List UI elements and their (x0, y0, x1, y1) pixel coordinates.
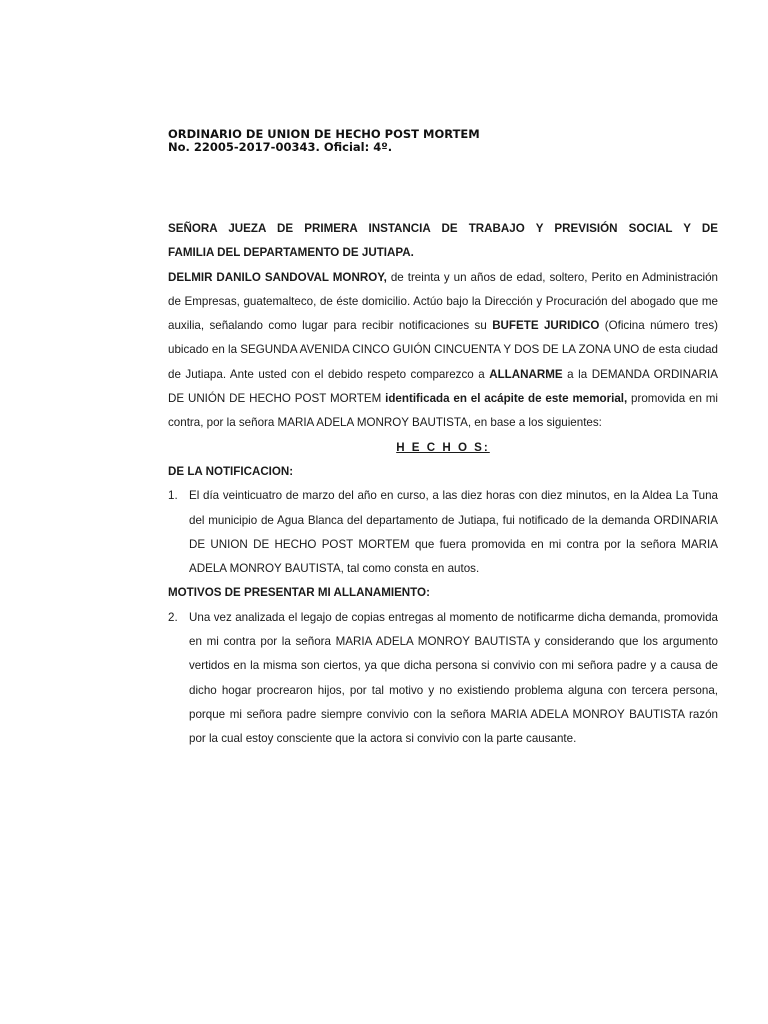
addressee-line-2: FAMILIA DEL DEPARTAMENTO DE JUTIAPA. (168, 246, 414, 260)
section-2-number: 2. (168, 610, 178, 624)
addressee-line-1: SEÑORA JUEZA DE PRIMERA INSTANCIA DE TRABAJO Y PREVISIÓN SOCIAL Y DE (168, 222, 718, 235)
petitioner-name: DELMIR DANILO SANDOVAL MONROY, (168, 270, 387, 284)
section-1-number: 1. (168, 489, 178, 503)
section-1-item (168, 484, 718, 581)
bufete-label: BUFETE JURIDICO (492, 319, 600, 333)
section-2-heading: MOTIVOS DE PRESENTAR MI ALLANAMIENTO: (168, 586, 430, 600)
section-2-item (168, 606, 718, 752)
hechos-heading (168, 436, 718, 460)
case-header (168, 128, 480, 154)
case-number: No. 22005-2017-00343. Oficial: 4º. (168, 140, 393, 154)
intro-text-4: promovida en mi contra, por la señora MARIA ADELA MONROY BAUTISTA, en base a los siguientes: (168, 392, 718, 430)
identificada-label: identificada en el acápite de este memorial, (385, 392, 628, 406)
intro-text-1: de treinta y un años de edad, soltero, Perito en Administración de Empresas, guatemalteco, de éste domicilio. Actúo bajo la Dirección y Procuración del abogado que me auxilia, señalando como lugar para recibir notificaciones su (168, 270, 719, 333)
allanarme-label: ALLANARME (489, 367, 563, 381)
document-body (168, 217, 718, 752)
section-2-text: Una vez analizada el legajo de copias entregas al momento de notificarme dicha demanda, promovida en mi contra por la señora MARIA ADELA MONROY BAUTISTA y considerando que los argumento vertidos en la misma son ciertos, ya que dicha persona si convivio con mi señora padre y a causa de dicho hogar procrearon hijos, por tal motivo y no existiendo problema alguna con tercera persona, porque mi señora padre siempre convivio con la señora MARIA ADELA MONROY BAUTISTA razón por la cual estoy consciente que la actora si convivio con la parte causante. (189, 610, 718, 746)
section-1-heading: DE LA NOTIFICACION: (168, 464, 294, 478)
case-title: ORDINARIO DE UNION DE HECHO POST MORTEM (168, 127, 480, 141)
hechos-title: H E C H O S: (396, 440, 490, 454)
intro-text-2: (Oficina número tres) ubicado en la SEGUNDA AVENIDA CINCO GUIÓN CINCUENTA Y DOS DE LA ZONA UNO de esta ciudad de Jutiapa. Ante usted con el debido respeto comparezco a (168, 319, 718, 381)
intro-text-3: a la DEMANDA ORDINARIA DE UNIÓN DE HECHO POST MORTEM (168, 367, 718, 406)
intro-paragraph (168, 266, 718, 436)
section-1-text: El día veinticuatro de marzo del año en curso, a las diez horas con diez minutos, en la Aldea La Tuna del municipio de Agua Blanca del departamento de Jutiapa, fui notificado de la demanda ORDINARIA DE UNION DE HECHO POST MORTEM que fuera promovida en mi contra por la señora MARIA ADELA MONROY BAUTISTA, tal como consta en autos. (189, 489, 718, 576)
